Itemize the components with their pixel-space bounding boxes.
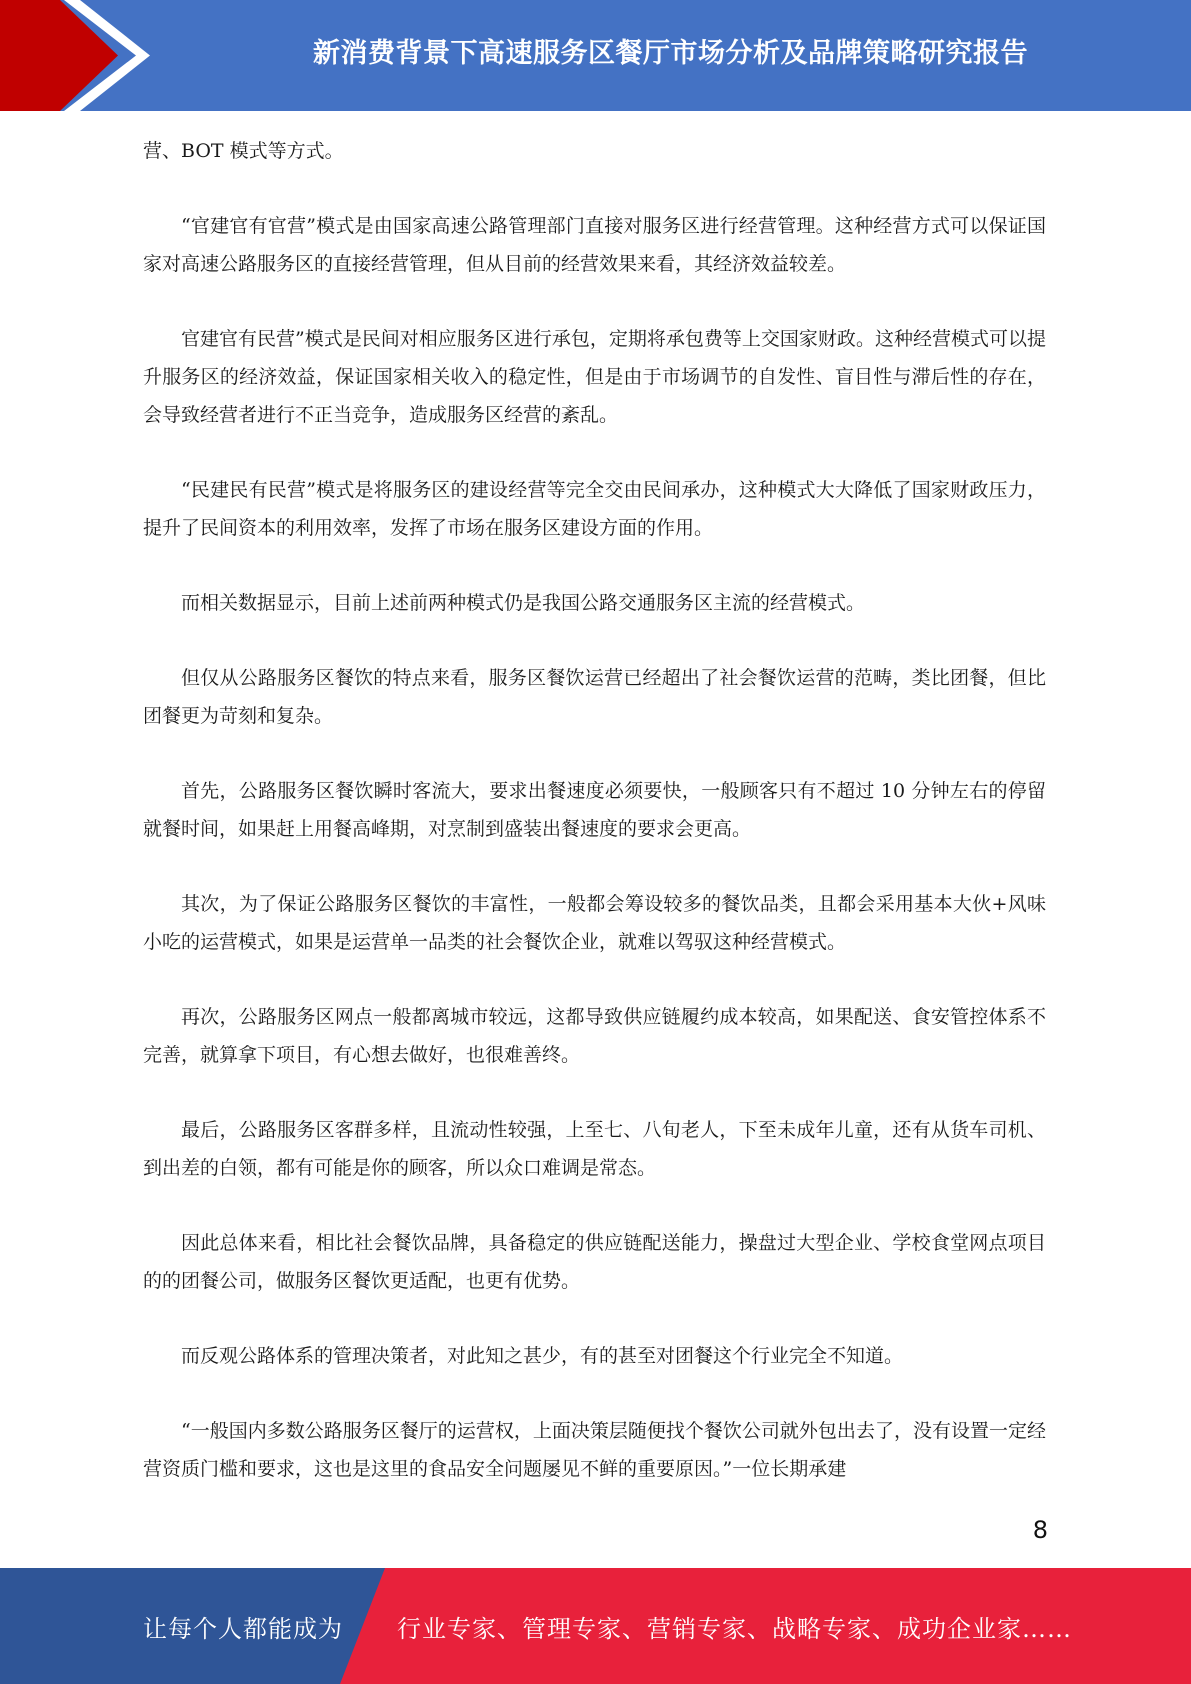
paragraph-continuation: 营、BOT 模式等方式。 [143, 140, 344, 162]
paragraph: 但仅从公路服务区餐饮的特点来看，服务区餐饮运营已经超出了社会餐饮运营的范畴，类比团餐，但比团餐更为苛刻和复杂。 [143, 667, 1046, 727]
paragraph: “一般国内多数公路服务区餐厅的运营权，上面决策层随便找个餐饮公司就外包出去了，没有设置一定经营资质门槛和要求，这也是这里的食品安全问题屡见不鲜的重要原因。”一位长期承建 [143, 1420, 1046, 1480]
paragraph: 而相关数据显示，目前上述前两种模式仍是我国公路交通服务区主流的经营模式。 [181, 592, 866, 614]
footer-slogan-right: 行业专家、管理专家、营销专家、战略专家、成功企业家…… [397, 1614, 1072, 1643]
paragraph: 官建官有民营”模式是民间对相应服务区进行承包，定期将承包费等上交国家财政。这种经营模式可以提升服务区的经济效益，保证国家相关收入的稳定性，但是由于市场调节的自发性、盲目性与滞后性的存在，会导致经营者进行不正当竞争，造成服务区经营的紊乱。 [143, 328, 1046, 426]
header-arrow-decoration [0, 0, 160, 111]
report-title: 新消费背景下高速服务区餐厅市场分析及品牌策略研究报告 [313, 37, 1028, 69]
page-number: 8 [1032, 1516, 1048, 1544]
page-header [0, 0, 1191, 111]
paragraph: 最后，公路服务区客群多样，且流动性较强，上至七、八旬老人，下至未成年儿童，还有从货车司机、到出差的白领，都有可能是你的顾客，所以众口难调是常态。 [143, 1119, 1046, 1179]
paragraph: “民建民有民营”模式是将服务区的建设经营等完全交由民间承办，这种模式大大降低了国家财政压力，提升了民间资本的利用效率，发挥了市场在服务区建设方面的作用。 [143, 479, 1046, 539]
paragraph: 而反观公路体系的管理决策者，对此知之甚少，有的甚至对团餐这个行业完全不知道。 [181, 1345, 904, 1367]
footer-slogan-left: 让每个人都能成为 [143, 1614, 343, 1643]
page-footer [0, 1568, 1191, 1684]
paragraph: 首先，公路服务区餐饮瞬时客流大，要求出餐速度必须要快，一般顾客只有不超过 10 分钟左右的停留就餐时间，如果赶上用餐高峰期，对烹制到盛装出餐速度的要求会更高。 [143, 780, 1046, 840]
paragraph: 其次，为了保证公路服务区餐饮的丰富性，一般都会筹设较多的餐饮品类，且都会采用基本大伙+风味小吃的运营模式，如果是运营单一品类的社会餐饮企业，就难以驾驭这种经营模式。 [143, 893, 1046, 953]
body-content [143, 132, 1046, 1525]
paragraph: “官建官有官营”模式是由国家高速公路管理部门直接对服务区进行经营管理。这种经营方式可以保证国家对高速公路服务区的直接经营管理，但从目前的经营效果来看，其经济效益较差。 [143, 215, 1046, 275]
paragraph: 再次，公路服务区网点一般都离城市较远，这都导致供应链履约成本较高，如果配送、食安管控体系不完善，就算拿下项目，有心想去做好，也很难善终。 [143, 1006, 1046, 1066]
paragraph: 因此总体来看，相比社会餐饮品牌，具备稳定的供应链配送能力，操盘过大型企业、学校食堂网点项目的的团餐公司，做服务区餐饮更适配，也更有优势。 [143, 1232, 1046, 1292]
